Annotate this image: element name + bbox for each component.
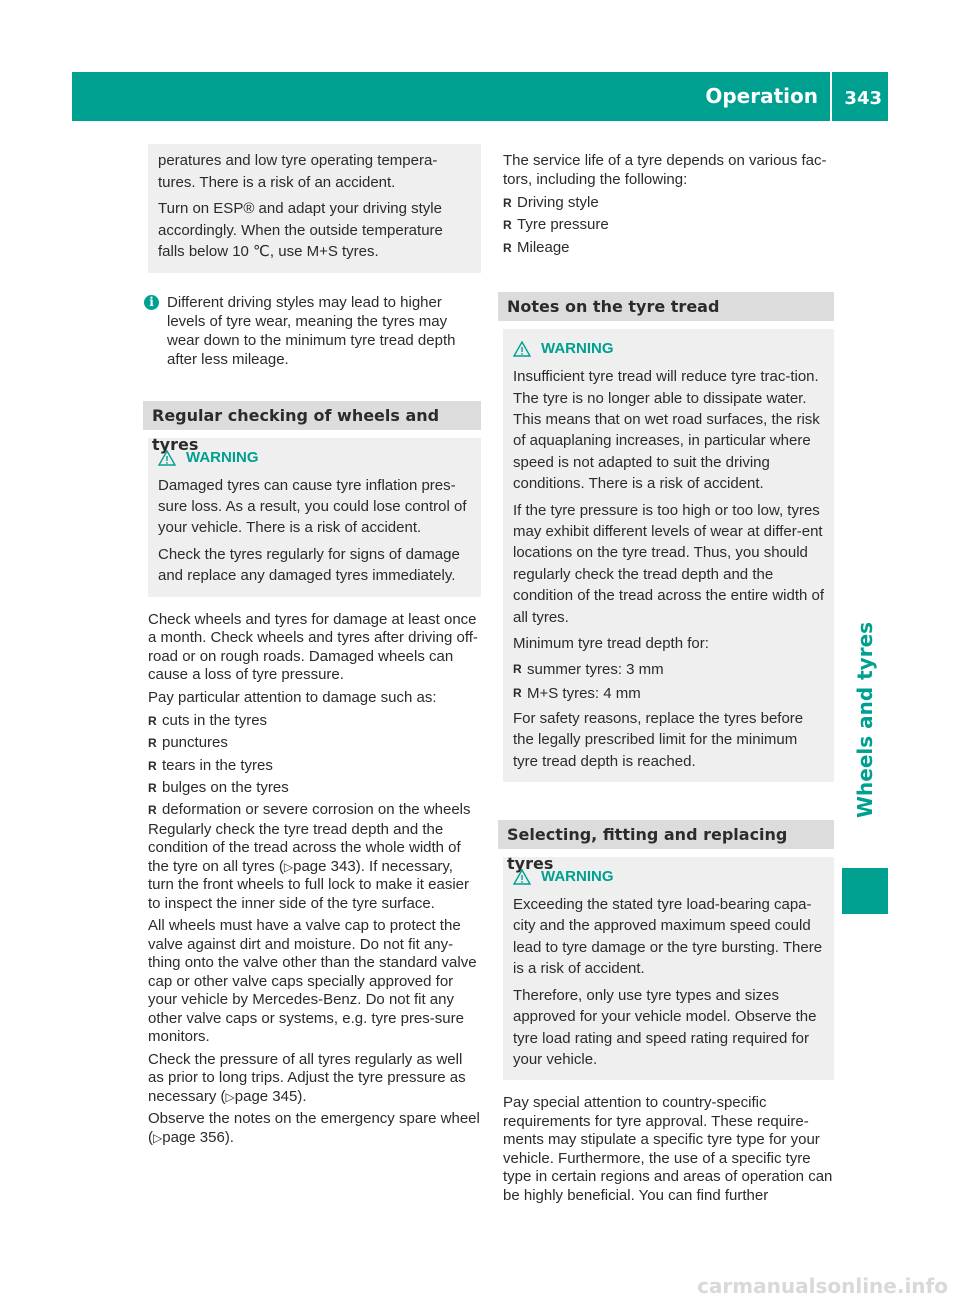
warning-heading (513, 867, 826, 887)
right-column (503, 150, 834, 1209)
body-text: All wheels must have a valve cap to protect the valve against dirt and moisture. Do not fit any-thing onto the valve other than the standard valve cap or other valve caps specially approved for your vehicle by Mercedes-Benz. Do not fit any other valve caps or systems, e.g. tyre pres-sure monitors. (148, 917, 477, 1046)
continued-warning-box (148, 144, 481, 273)
page-ref-link[interactable]: page 356 (162, 1128, 225, 1146)
left-column (148, 152, 481, 1151)
warning-box (503, 857, 834, 1080)
warning-label: WARNING (541, 868, 614, 886)
section-heading: Selecting, fitting and replacing tyres (498, 820, 834, 849)
warning-triangle-icon (513, 869, 531, 885)
box-text: Turn on ESP® and adapt your driving style accordingly. When the outside temperature falls below 10 ℃, use M+S tyres. (158, 200, 443, 260)
chapter-title: Operation (705, 84, 818, 108)
warning-triangle-icon (158, 450, 176, 466)
body-text: Observe the notes on the emergency spare wheel (▷page 356). (148, 1110, 480, 1146)
warning-label: WARNING (541, 340, 614, 358)
list-item: R deformation or severe corrosion on the wheels (148, 801, 481, 819)
section-heading: Regular checking of wheels and tyres (143, 401, 481, 430)
body-text: Regularly check the tyre tread depth and the condition of the tread across the whole width of the tyre on all tyres (▷page 343). If necessary, turn the front wheels to full lock to make it easier to inspect the inner side of the tyre surface. (148, 820, 469, 912)
list-item: R Driving style (503, 193, 834, 213)
page-ref-arrow-icon: ▷ (153, 1130, 163, 1145)
side-tab-marker (842, 868, 888, 914)
warning-text: For safety reasons, replace the tyres before the legally prescribed limit for the minimum tyre tread depth is reached. (513, 709, 804, 770)
body-text: The service life of a tyre depends on various fac-tors, including the following: (503, 152, 827, 188)
list-item: R tears in the tyres (148, 756, 481, 776)
info-icon: i (144, 295, 159, 310)
page-ref-link[interactable]: page 343 (293, 857, 356, 875)
page-number: 343 (844, 88, 882, 109)
section-heading: Notes on the tyre tread (498, 292, 834, 321)
warning-box (503, 329, 834, 782)
warning-text: Minimum tyre tread depth for: (513, 635, 709, 653)
body-text: Pay special attention to country-specific requirements for tyre approval. These require-ments may stipulate a specific tyre type for your vehicle. Furthermore, the use of a specific tyre type in certain regions and areas of operation can be highly beneficial. You can find further (503, 1094, 833, 1204)
header-divider (830, 72, 832, 121)
page-ref-arrow-icon: ▷ (283, 859, 294, 874)
tread-depth-list (513, 659, 826, 703)
warning-text: Check the tyres regularly for signs of damage and replace any damaged tyres immediately. (158, 545, 460, 585)
list-item: R punctures (148, 733, 481, 753)
body-text: Check wheels and tyres for damage at least once a month. Check wheels and tyres after driving off-road or on rough roads. Damaged wheels can cause a loss of tyre pressure. (148, 610, 478, 684)
list-item: R cuts in the tyres (148, 711, 481, 731)
page-ref-link[interactable]: page 345 (234, 1087, 298, 1105)
info-note (148, 293, 481, 369)
list-item: R bulges on the tyres (148, 778, 481, 798)
warning-label: WARNING (186, 448, 259, 466)
warning-text: If the tyre pressure is too high or too low, tyres may exhibit different levels of wear at differ-ent locations on the tyre tread. Thus, you should regularly check the tread depth and the condition of the tread across the entire width of all tyres. (513, 501, 825, 626)
warning-text: Exceeding the stated tyre load-bearing capa-city and the approved maximum speed could lead to tyre damage or the tyre bursting. There is a risk of accident. (513, 896, 823, 978)
body-text: Pay particular attention to damage such as: (148, 688, 437, 706)
factor-list (503, 193, 834, 258)
box-text: peratures and low tyre operating tempera-tures. There is a risk of an accident. (158, 152, 438, 191)
list-item: R M+S tyres: 4 mm (513, 683, 826, 704)
warning-text: Therefore, only use tyre types and sizes approved for your vehicle model. Observe the tyre load rating and speed rating required for your vehicle. (513, 986, 817, 1068)
warning-box (148, 438, 481, 597)
warning-triangle-icon (513, 341, 531, 357)
warning-heading (158, 448, 473, 468)
info-note-text: Different driving styles may lead to higher levels of tyre wear, meaning the tyres may wear down to the minimum tyre tread depth after less mileage. (167, 293, 456, 368)
warning-text: Damaged tyres can cause tyre inflation pres-sure loss. As a result, you could lose control of your vehicle. There is a risk of accident. (158, 476, 467, 537)
damage-list (148, 711, 481, 819)
side-tab (842, 620, 888, 820)
side-tab-label: Wheels and tyres (853, 621, 877, 819)
list-item: R Mileage (503, 238, 834, 258)
body-text: Check the pressure of all tyres regularly as well as prior to long trips. Adjust the tyre pressure as necessary (▷page 345). (148, 1050, 466, 1105)
list-item: R Tyre pressure (503, 215, 834, 235)
page-ref-arrow-icon: ▷ (225, 1089, 235, 1104)
watermark: carmanualsonline.info (697, 1274, 948, 1298)
list-item: R summer tyres: 3 mm (513, 659, 826, 680)
warning-heading (513, 339, 826, 359)
warning-text: Insufficient tyre tread will reduce tyre trac-tion. The tyre is no longer able to dissipate water. This means that on wet road surfaces, the risk of aquaplaning increases, in particular where speed is not adapted to suit the driving conditions. There is a risk of accident. (513, 368, 820, 493)
page-header (72, 72, 888, 121)
